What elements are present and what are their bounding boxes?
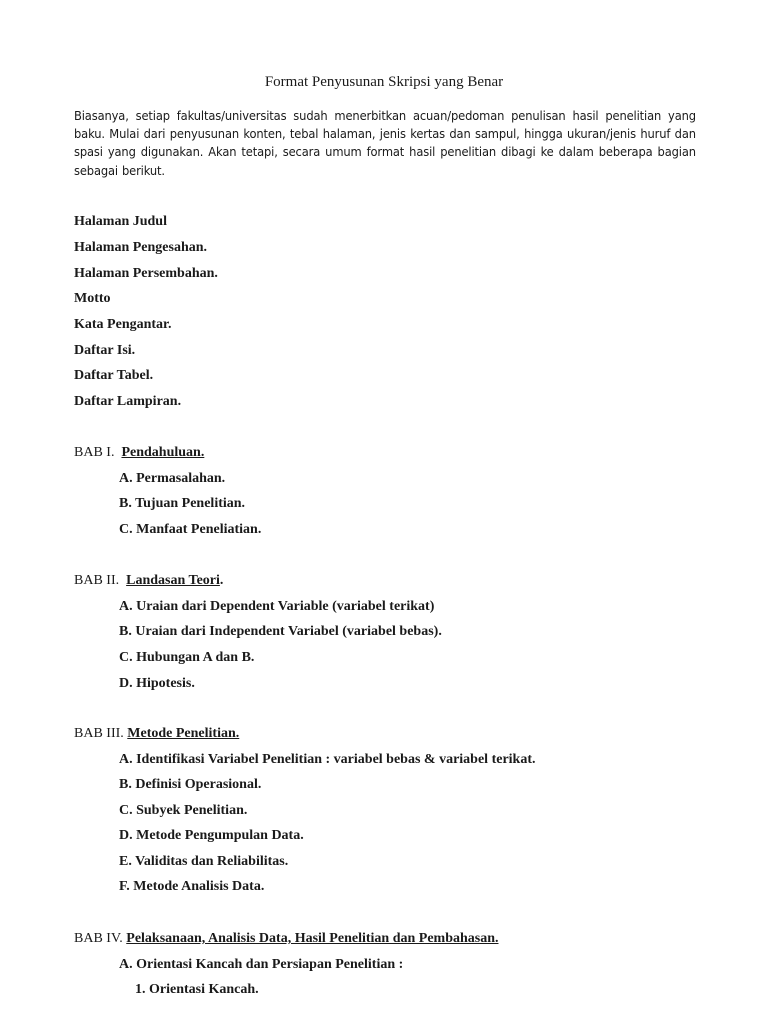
chapter-item: D. Hipotesis. bbox=[119, 676, 195, 691]
chapter-item: B. Definisi Operasional. bbox=[119, 777, 262, 792]
chapter-title-suffix: . bbox=[219, 573, 224, 588]
front-matter-item: Halaman Pengesahan. bbox=[74, 240, 208, 255]
chapter-prefix: BAB IV. bbox=[74, 931, 123, 946]
chapter-item: C. Subyek Penelitian. bbox=[119, 803, 248, 818]
chapter-item: B. Uraian dari Independent Variabel (variabel bebas). bbox=[119, 624, 442, 639]
front-matter-item: Halaman Persembahan. bbox=[74, 266, 218, 281]
chapter-heading-bab-4 bbox=[74, 930, 499, 948]
front-matter-item: Motto bbox=[74, 291, 111, 306]
chapter-heading-bab-1 bbox=[74, 444, 204, 462]
chapter-title: Pelaksanaan, Analisis Data, Hasil Penelitian dan Pembahasan. bbox=[126, 931, 499, 946]
chapter-heading-bab-3 bbox=[74, 725, 239, 743]
chapter-subitem: 1. Orientasi Kancah. bbox=[135, 982, 259, 997]
chapter-title: Metode Penelitian. bbox=[127, 726, 240, 741]
chapter-item: A. Orientasi Kancah dan Persiapan Penelitian : bbox=[119, 957, 404, 972]
front-matter-item: Kata Pengantar. bbox=[74, 317, 172, 332]
chapter-item: A. Identifikasi Variabel Penelitian : variabel bebas & variabel terikat. bbox=[119, 752, 536, 767]
chapter-prefix: BAB II. bbox=[74, 573, 120, 588]
chapter-item: A. Uraian dari Dependent Variable (variabel terikat) bbox=[119, 599, 435, 614]
chapter-heading-bab-2 bbox=[74, 572, 223, 590]
front-matter-item: Daftar Tabel. bbox=[74, 368, 154, 383]
front-matter-item: Daftar Lampiran. bbox=[74, 394, 182, 409]
document-title: Format Penyusunan Skripsi yang Benar bbox=[264, 74, 504, 90]
chapter-item: C. Hubungan A dan B. bbox=[119, 650, 255, 665]
front-matter-item: Daftar Isi. bbox=[74, 343, 136, 358]
chapter-prefix: BAB III. bbox=[74, 726, 124, 741]
chapter-item: A. Permasalahan. bbox=[119, 471, 226, 486]
chapter-item: E. Validitas dan Reliabilitas. bbox=[119, 854, 289, 869]
chapter-item: C. Manfaat Peneliatian. bbox=[119, 522, 262, 537]
chapter-title: Pendahuluan. bbox=[121, 445, 205, 460]
chapter-item: D. Metode Pengumpulan Data. bbox=[119, 828, 304, 843]
chapter-prefix: BAB I. bbox=[74, 445, 115, 460]
chapter-item: F. Metode Analisis Data. bbox=[119, 879, 265, 894]
chapter-title: Landasan Teori bbox=[126, 573, 220, 588]
front-matter-item: Halaman Judul bbox=[74, 214, 167, 229]
intro-paragraph: Biasanya, setiap fakultas/universitas sudah menerbitkan acuan/pedoman penulisan hasil penelitian yang baku. Mulai dari penyusunan konten, tebal halaman, jenis kertas dan sampul, hingga ukuran/jenis huruf dan spasi yang digunakan. Akan tetapi, secara umum format hasil penelitian dibagi ke dalam beberapa bagian sebagai berikut. bbox=[74, 108, 696, 178]
chapter-item: B. Tujuan Penelitian. bbox=[119, 496, 246, 511]
